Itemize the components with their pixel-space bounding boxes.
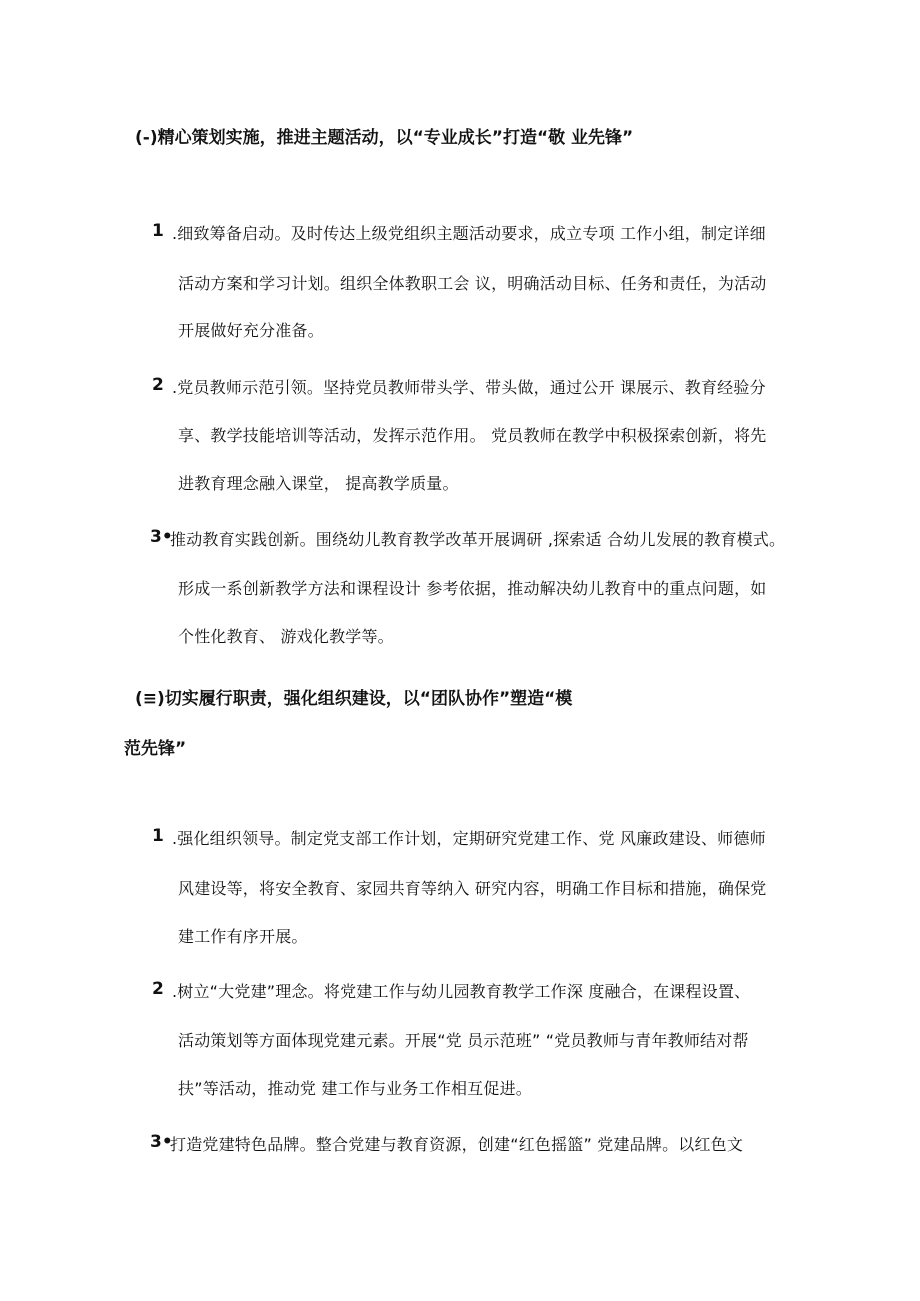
item-2-2-line-3: 扶”等活动，推动党 建工作与业务工作相互促进。 (178, 1079, 532, 1098)
item-1-3-line-2: 形成一系创新教学方法和课程设计 参考依据，推动解决幼儿教育中的重点问题，如 (178, 579, 767, 598)
item-1-1-line-1: .细致筹备启动。及时传达上级党组织主题活动要求，成立专项 工作小组，制定详细 (172, 224, 766, 243)
item-2-3-line-1: 打造党建特色品牌。整合党建与教育资源，创建“红色摇篮” 党建品牌。以红色文 (170, 1135, 744, 1154)
item-1-3-line-1: 推动教育实践创新。围绕幼儿教育教学改革开展调研 ,探索适 合幼儿发展的教育模式。 (170, 530, 786, 549)
item-1-3-number: 3• (150, 527, 173, 547)
item-1-2-number: 2 (152, 375, 164, 395)
item-1-2-line-3: 进教育理念融入课堂， 提高教学质量。 (178, 474, 459, 493)
item-2-3-number: 3• (150, 1132, 173, 1152)
item-1-2-line-2: 享、教学技能培训等活动，发挥示范作用。 党员教师在教学中积极探索创新，将先 (178, 426, 767, 445)
item-2-1-number: 1 (152, 826, 164, 846)
section-1-heading: (-)精心策划实施，推进主题活动，以“专业成长”打造“敬 业先锋” (135, 128, 634, 148)
item-2-1-line-2: 风建设等，将安全教育、家园共育等纳入 研究内容，明确工作目标和措施，确保党 (178, 879, 767, 898)
section-2-heading-line-1: (≡)切实履行职责，强化组织建设，以“团队协作”塑造“模 (135, 689, 573, 709)
item-1-1-number: 1 (152, 221, 164, 241)
item-1-1-line-2: 活动方案和学习计划。组织全体教职工会 议，明确活动目标、任务和责任，为活动 (178, 274, 767, 293)
item-2-2-line-2: 活动策划等方面体现党建元素。开展“党 员示范班” “党员教师与青年教师结对帮 (178, 1031, 749, 1050)
item-2-2-number: 2 (152, 979, 164, 999)
item-1-1-line-3: 开展做好充分准备。 (178, 321, 324, 340)
item-1-3-line-3: 个性化教育、 游戏化教学等。 (178, 627, 394, 646)
item-1-2-line-1: .党员教师示范引领。坚持党员教师带头学、带头做，通过公开 课展示、教育经验分 (172, 378, 766, 397)
item-2-1-line-1: .强化组织领导。制定党支部工作计划，定期研究党建工作、党 风廉政建设、师德师 (172, 829, 766, 848)
item-2-2-line-1: .树立“大党建”理念。将党建工作与幼儿园教育教学工作深 度融合，在课程设置、 (172, 982, 751, 1001)
item-2-1-line-3: 建工作有序开展。 (178, 927, 308, 946)
section-2-heading-line-2: 范先锋” (124, 739, 187, 759)
